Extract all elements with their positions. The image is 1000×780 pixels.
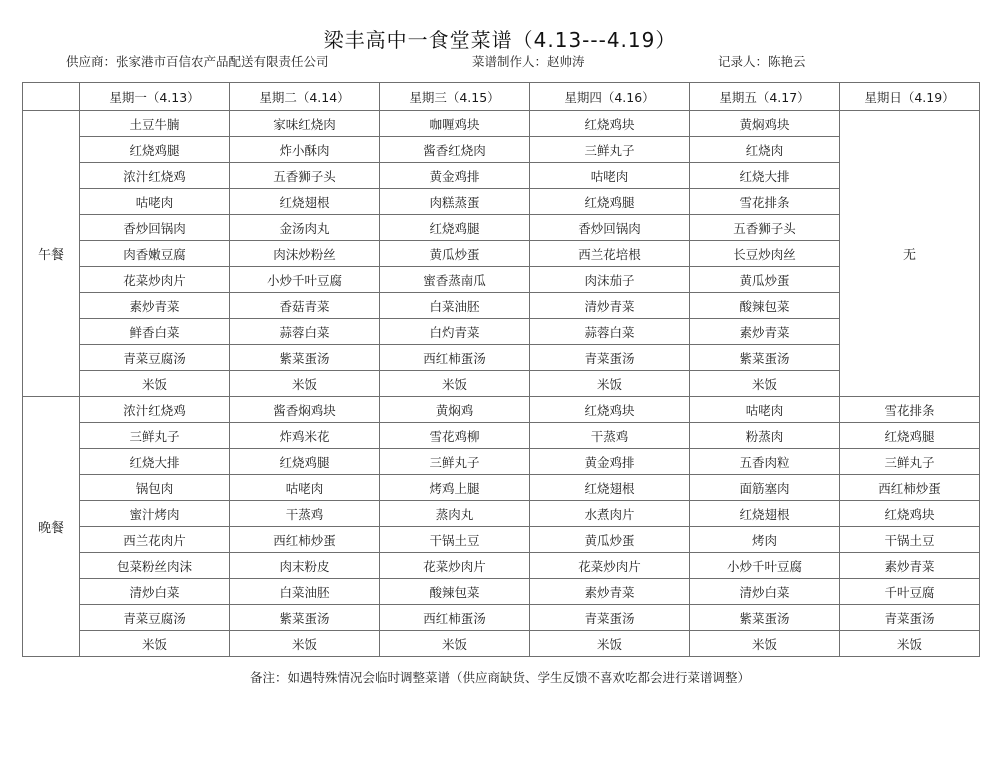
- dish-cell: 三鲜丸子: [840, 449, 980, 475]
- dish-cell: 干蒸鸡: [230, 501, 380, 527]
- dish-cell: 干锅土豆: [380, 527, 530, 553]
- dish-cell: 酱香焖鸡块: [230, 397, 380, 423]
- dish-cell: 素炒青菜: [530, 579, 690, 605]
- dish-cell: 青菜豆腐汤: [80, 605, 230, 631]
- dish-cell: 千叶豆腐: [840, 579, 980, 605]
- dish-cell: 米饭: [380, 371, 530, 397]
- dish-cell: 金汤肉丸: [230, 215, 380, 241]
- dinner-row: [23, 449, 980, 475]
- dish-cell: 雪花排条: [840, 397, 980, 423]
- dish-cell: 酱香红烧肉: [380, 137, 530, 163]
- dish-cell: 雪花排条: [690, 189, 840, 215]
- dish-cell: 黄金鸡排: [380, 163, 530, 189]
- lunch-row: [23, 215, 980, 241]
- dish-cell: 蜜香蒸南瓜: [380, 267, 530, 293]
- dish-cell: 紫菜蛋汤: [690, 605, 840, 631]
- dish-cell: 红烧肉: [690, 137, 840, 163]
- dish-cell: 红烧鸡腿: [840, 423, 980, 449]
- day-header: 星期三（4.15）: [380, 83, 530, 111]
- dish-cell: 鲜香白菜: [80, 319, 230, 345]
- dish-cell: 干锅土豆: [840, 527, 980, 553]
- dish-cell: 花菜炒肉片: [530, 553, 690, 579]
- dish-cell: 五香肉粒: [690, 449, 840, 475]
- lunch-row: [23, 267, 980, 293]
- dinner-row: [23, 397, 980, 423]
- lunch-row: [23, 137, 980, 163]
- dish-cell: 红烧鸡块: [530, 111, 690, 137]
- dinner-section: [23, 397, 980, 657]
- dish-cell: 肉沫茄子: [530, 267, 690, 293]
- lunch-row: [23, 371, 980, 397]
- dish-cell: 清炒白菜: [690, 579, 840, 605]
- lunch-row: [23, 345, 980, 371]
- dish-cell: 浓汁红烧鸡: [80, 397, 230, 423]
- dish-cell: 肉糕蒸蛋: [380, 189, 530, 215]
- dish-cell: 黄瓜炒蛋: [530, 527, 690, 553]
- recorder-info: 记录人：陈艳云: [718, 54, 806, 69]
- day-header: 星期五（4.17）: [690, 83, 840, 111]
- dish-cell: 青菜豆腐汤: [80, 345, 230, 371]
- lunch-row: [23, 241, 980, 267]
- lunch-section: [23, 111, 980, 397]
- dish-cell: 酸辣包菜: [690, 293, 840, 319]
- dish-cell: 红烧鸡块: [530, 397, 690, 423]
- dish-cell: 素炒青菜: [690, 319, 840, 345]
- dish-cell: 西兰花培根: [530, 241, 690, 267]
- dish-cell: 紫菜蛋汤: [690, 345, 840, 371]
- meal-label-lunch: 午餐: [23, 111, 80, 397]
- dish-cell: 青菜蛋汤: [530, 605, 690, 631]
- dish-cell: 米饭: [530, 631, 690, 657]
- dish-cell: 炸小酥肉: [230, 137, 380, 163]
- dinner-row: [23, 475, 980, 501]
- dish-cell: 米饭: [530, 371, 690, 397]
- dish-cell: 素炒青菜: [80, 293, 230, 319]
- dish-cell: 花菜炒肉片: [80, 267, 230, 293]
- dish-cell: 白菜油胚: [230, 579, 380, 605]
- dish-cell: 家味红烧肉: [230, 111, 380, 137]
- dish-cell: 土豆牛腩: [80, 111, 230, 137]
- dish-cell: 米饭: [80, 631, 230, 657]
- dish-cell: 红烧鸡腿: [530, 189, 690, 215]
- dish-cell: 红烧翅根: [690, 501, 840, 527]
- sunday-lunch-cell: 无: [840, 111, 980, 397]
- dish-cell: 蜜汁烤肉: [80, 501, 230, 527]
- dish-cell: 西红柿炒蛋: [840, 475, 980, 501]
- dish-cell: 米饭: [690, 371, 840, 397]
- dish-cell: 蒜蓉白菜: [230, 319, 380, 345]
- dinner-row: [23, 527, 980, 553]
- dish-cell: 烤肉: [690, 527, 840, 553]
- dish-cell: 西红柿蛋汤: [380, 345, 530, 371]
- dish-cell: 烤鸡上腿: [380, 475, 530, 501]
- dish-cell: 香炒回锅肉: [530, 215, 690, 241]
- dinner-row: [23, 605, 980, 631]
- dish-cell: 黄焖鸡: [380, 397, 530, 423]
- dish-cell: 酸辣包菜: [380, 579, 530, 605]
- lunch-row: [23, 319, 980, 345]
- dish-cell: 咕咾肉: [530, 163, 690, 189]
- dinner-row: [23, 579, 980, 605]
- corner-cell: [23, 83, 80, 111]
- dish-cell: 米饭: [380, 631, 530, 657]
- dish-cell: 红烧大排: [80, 449, 230, 475]
- dish-cell: 炸鸡米花: [230, 423, 380, 449]
- dish-cell: 米饭: [230, 631, 380, 657]
- dish-cell: 面筋塞肉: [690, 475, 840, 501]
- lunch-row: [23, 163, 980, 189]
- dish-cell: 米饭: [80, 371, 230, 397]
- dish-cell: 三鲜丸子: [380, 449, 530, 475]
- dish-cell: 米饭: [690, 631, 840, 657]
- dish-cell: 浓汁红烧鸡: [80, 163, 230, 189]
- dish-cell: 清炒白菜: [80, 579, 230, 605]
- dish-cell: 蒸肉丸: [380, 501, 530, 527]
- day-header: 星期一（4.13）: [80, 83, 230, 111]
- dish-cell: 红烧鸡腿: [230, 449, 380, 475]
- dish-cell: 黄金鸡排: [530, 449, 690, 475]
- dish-cell: 黄瓜炒蛋: [380, 241, 530, 267]
- dish-cell: 红烧大排: [690, 163, 840, 189]
- lunch-row: [23, 293, 980, 319]
- dinner-row: [23, 423, 980, 449]
- dish-cell: 素炒青菜: [840, 553, 980, 579]
- dish-cell: 红烧鸡块: [840, 501, 980, 527]
- dish-cell: 青菜蛋汤: [530, 345, 690, 371]
- header-row: [23, 83, 980, 111]
- dinner-row: [23, 631, 980, 657]
- dish-cell: 西红柿炒蛋: [230, 527, 380, 553]
- day-header: 星期四（4.16）: [530, 83, 690, 111]
- dish-cell: 青菜蛋汤: [840, 605, 980, 631]
- dish-cell: 米饭: [230, 371, 380, 397]
- dish-cell: 咕咾肉: [230, 475, 380, 501]
- page-title: 梁丰高中一食堂菜谱（4.13---4.19）: [323, 28, 677, 52]
- dish-cell: 水煮肉片: [530, 501, 690, 527]
- dish-cell: 咖喱鸡块: [380, 111, 530, 137]
- dish-cell: 花菜炒肉片: [380, 553, 530, 579]
- dish-cell: 小炒千叶豆腐: [690, 553, 840, 579]
- dish-cell: 香菇青菜: [230, 293, 380, 319]
- supplier-info: 供应商：张家港市百信农产品配送有限责任公司: [66, 54, 329, 69]
- dish-cell: 红烧翅根: [230, 189, 380, 215]
- dish-cell: 咕咾肉: [80, 189, 230, 215]
- dish-cell: 紫菜蛋汤: [230, 605, 380, 631]
- dish-cell: 肉香嫩豆腐: [80, 241, 230, 267]
- dish-cell: 粉蒸肉: [690, 423, 840, 449]
- dish-cell: 香炒回锅肉: [80, 215, 230, 241]
- dish-cell: 西兰花肉片: [80, 527, 230, 553]
- dish-cell: 长豆炒肉丝: [690, 241, 840, 267]
- dish-cell: 清炒青菜: [530, 293, 690, 319]
- dish-cell: 锅包肉: [80, 475, 230, 501]
- dish-cell: 五香狮子头: [690, 215, 840, 241]
- dish-cell: 白菜油胚: [380, 293, 530, 319]
- dish-cell: 三鲜丸子: [80, 423, 230, 449]
- lunch-row: [23, 189, 980, 215]
- dish-cell: 紫菜蛋汤: [230, 345, 380, 371]
- dish-cell: 西红柿蛋汤: [380, 605, 530, 631]
- dish-cell: 红烧鸡腿: [80, 137, 230, 163]
- dish-cell: 包菜粉丝肉沫: [80, 553, 230, 579]
- dish-cell: 黄瓜炒蛋: [690, 267, 840, 293]
- dinner-row: [23, 501, 980, 527]
- dish-cell: 雪花鸡柳: [380, 423, 530, 449]
- dish-cell: 肉沫炒粉丝: [230, 241, 380, 267]
- dish-cell: 黄焖鸡块: [690, 111, 840, 137]
- day-header: 星期日（4.19）: [840, 83, 980, 111]
- dish-cell: 红烧翅根: [530, 475, 690, 501]
- dish-cell: 三鲜丸子: [530, 137, 690, 163]
- dish-cell: 蒜蓉白菜: [530, 319, 690, 345]
- day-header: 星期二（4.14）: [230, 83, 380, 111]
- dish-cell: 五香狮子头: [230, 163, 380, 189]
- dinner-row: [23, 553, 980, 579]
- dish-cell: 白灼青菜: [380, 319, 530, 345]
- menu-table: [22, 82, 980, 657]
- footer-note: 备注：如遇特殊情况会临时调整菜谱（供应商缺货、学生反馈不喜欢吃都会进行菜谱调整）: [249, 670, 750, 685]
- dish-cell: 红烧鸡腿: [380, 215, 530, 241]
- dish-cell: 小炒千叶豆腐: [230, 267, 380, 293]
- dish-cell: 咕咾肉: [690, 397, 840, 423]
- dish-cell: 肉末粉皮: [230, 553, 380, 579]
- menu-maker-info: 菜谱制作人：赵帅涛: [472, 54, 585, 69]
- lunch-row: [23, 111, 980, 137]
- dish-cell: 米饭: [840, 631, 980, 657]
- meal-label-dinner: 晚餐: [23, 397, 80, 657]
- dish-cell: 干蒸鸡: [530, 423, 690, 449]
